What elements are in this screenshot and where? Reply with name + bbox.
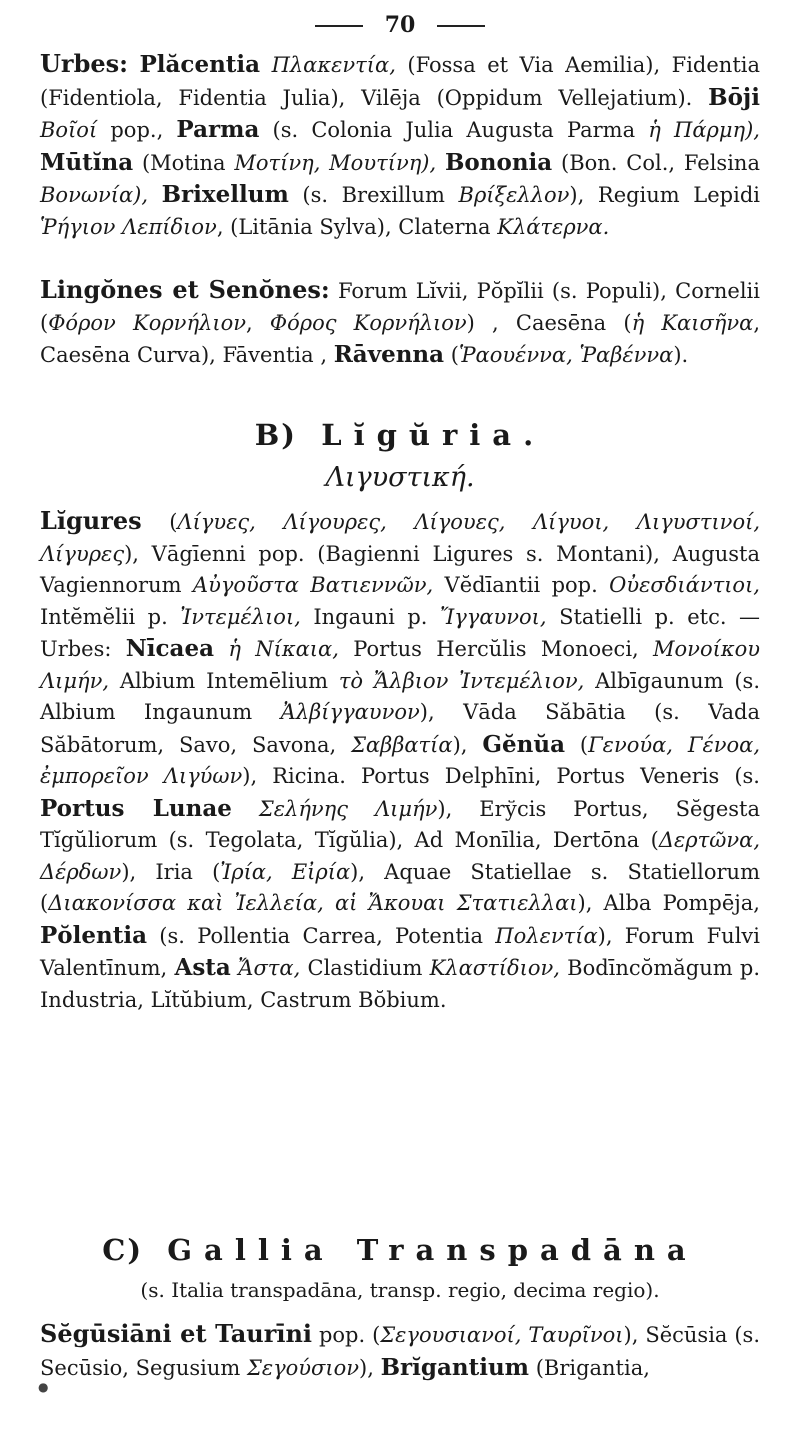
margin-mark: ●	[38, 1380, 49, 1394]
section-b-heading: B) Lĭgŭria.	[254, 418, 546, 452]
header-rule-right	[437, 25, 485, 27]
lingones-paragraph: Lingŏnes et Senŏnes: Forum Lĭvii, Pŏpĭlii (s. Populi), Cornelii (Φόρον Κορνήλιον, Φόρος Κορνήλιον) , Caesēna (ἡ Καισῆνα, Caesēna Curva), Fāventia , Rāvenna (Ῥαουέννα, Ῥαβέννα).	[40, 275, 760, 368]
segusiani-paragraph: Sĕgūsiāni et Taurīni pop. (Σεγουσιανοί, Ταυρῖνοι), Sĕcūsia (s. Secūsio, Segusium Σεγούσιον), Brĭgantium (Brigantia,	[40, 1319, 760, 1381]
header-rule-left	[315, 25, 363, 27]
page-header	[40, 12, 760, 38]
section-c-heading: C) Gallia Transpadāna	[102, 1233, 698, 1267]
page-number: 70	[384, 12, 416, 38]
urbes-paragraph: Urbes: Plăcentia Πλακεντία, (Fossa et Via Aemilia), Fidentia (Fidentiola, Fidentia Julia), Vilēja (Oppidum Vellejatium). Bōji Βοῖοί pop., Parma (s. Colonia Julia Augusta Parma ἡ Πάρμη), Mūtĭna (Motina Μοτίνη, Μουτίνη), Bononia (Bon. Col., Felsina Βονωνία), Brixellum (s. Brexillum Βρίξελλον), Regium Lepidi Ῥήγιον Λεπίδιον, (Litānia Sylva), Claterna Κλάτερνα.	[40, 49, 760, 239]
urbes-lead: Urbes:	[40, 49, 128, 78]
placentia: Plăcentia	[139, 51, 261, 78]
ligures-paragraph: Lĭgures (Λίγυες, Λίγουρες, Λίγουες, Λίγυοι, Λιγυστινοί, Λίγυρες), Vāgīenni pop. (Bagienni Ligures s. Montani), Augusta Vagiennorum Αὐγοῦστα Βατιεννῶν, Vĕdīantii pop. Οὐεσδιάντιοι, Intĕmĕlii p. Ἰντεμέλιοι, Ingauni p. Ἴγγαυνοι, Statielli p. etc. — Urbes: Nīcaea ἡ Νίκαια, Portus Hercŭlis Monoeci, Μονοίκου Λιμήν, Albium Intemēlium τὸ Ἄλβιον Ἰντεμέλιον, Albīgaunum (s. Albium Ingaunum Ἀλβίγγαυνον), Vāda Săbātia (s. Vada Săbātorum, Savo, Savona, Σαββατία), Gĕnŭa (Γενούα, Γένοα, ἐμπορεῖον Λιγύων), Ricina. Portus Delphīni, Portus Veneris (s. Portus Lunae Σελήνης Λιμήν), Erўcis Portus, Sĕgesta Tĭgŭliorum (s. Tegolata, Tĭgŭlia), Ad Monīlia, Dertōna (Δερτῶνα, Δέρδων), Iria (Ἰρία, Εἰρία), Aquae Statiellae s. Statiellorum (Διακονίσσα καὶ Ἰελλεία, αἱ Ἄκουαι Στατιελλαι), Alba Pompēja, Pŏlentia (s. Pollentia Carrea, Potentia Πολεντία), Forum Fulvi Valentīnum, Asta Ἄστα, Clastidium Κλαστίδιον, Bodīncŏmăgum p. Industria, Lĭtŭbium, Castrum Bŏbium.	[40, 506, 761, 1012]
section-c-note: (s. Italia transpadāna, transp. regio, decima regio).	[140, 1278, 660, 1302]
section-b-greek: Λιγυστική.	[325, 462, 475, 493]
